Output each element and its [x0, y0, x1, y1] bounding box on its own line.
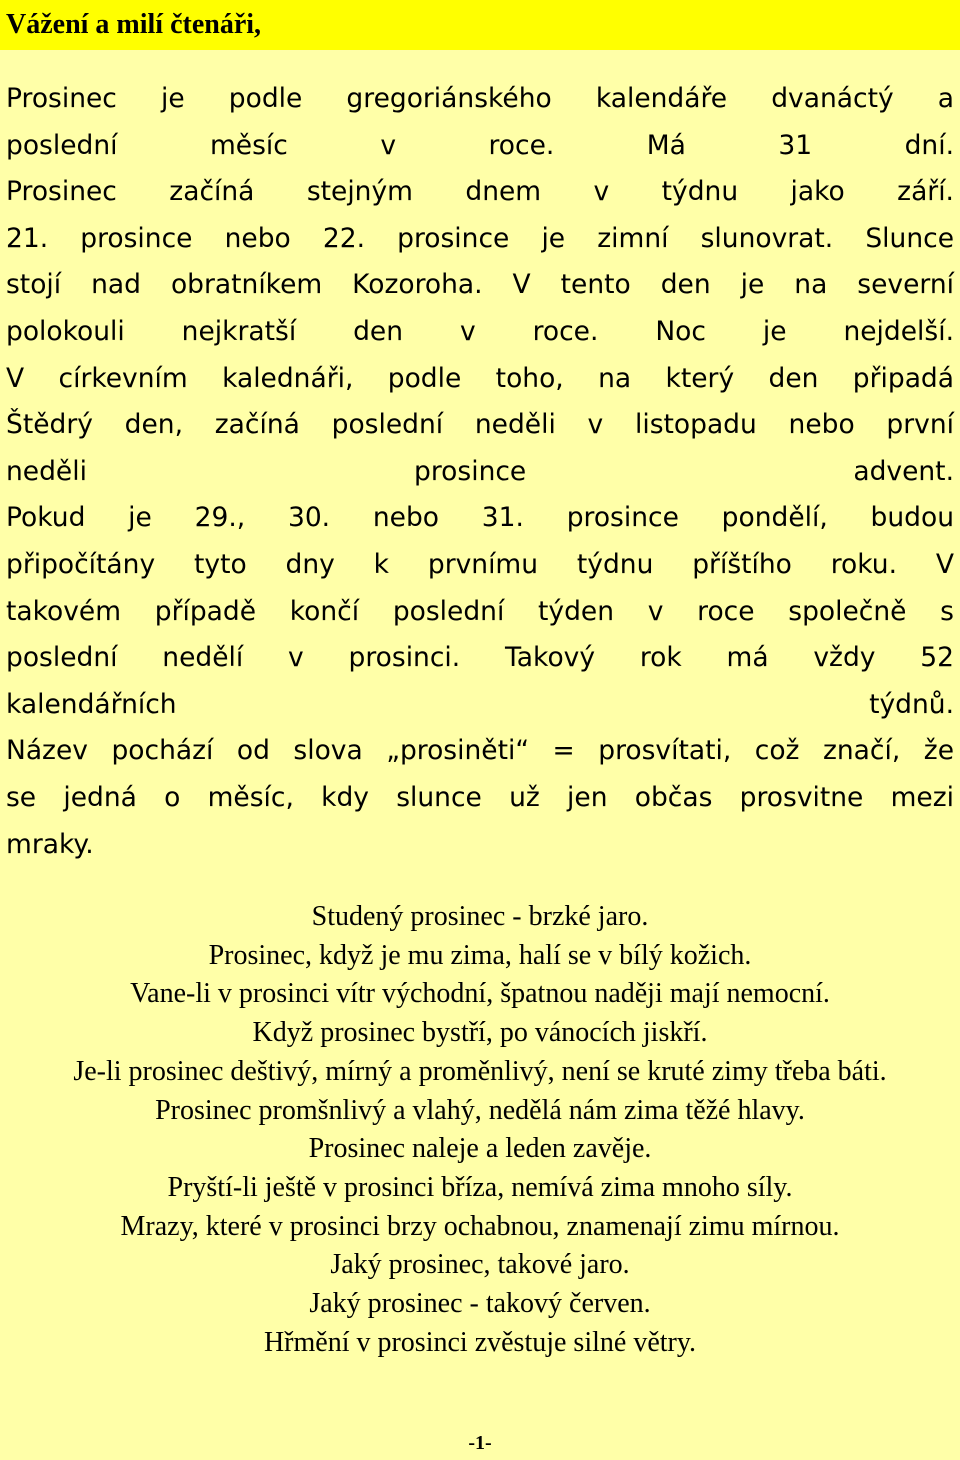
intro-line: Prosinec je podle gregoriánského kalendáře dvanáctý a: [6, 83, 954, 114]
intro-line: 21. prosince nebo 22. prosince je zimní slunovrat. Slunce: [6, 222, 954, 254]
intro-line: stojí nad obratníkem Kozoroha. V tento den je na severní: [6, 269, 954, 301]
intro-line: Štědrý den, začíná poslední neděli v listopadu nebo první: [6, 409, 954, 441]
intro-line: Pokud je 29., 30. nebo 31. prosince pondělí, budou: [6, 502, 954, 534]
page-number: -1-: [468, 1432, 492, 1454]
saying-item: Mrazy, které v prosinci brzy ochabnou, znamenají zimu mírnou.: [120, 1210, 840, 1242]
saying-item: Pryští-li ještě v prosinci bříza, nemívá zima mnoho síly.: [167, 1171, 793, 1203]
intro-line: poslední měsíc v roce. Má 31 dní.: [6, 129, 954, 161]
saying-item: Jaký prosinec, takové jaro.: [330, 1249, 630, 1281]
weather-sayings-list: [0, 898, 960, 1362]
saying-item: Prosinec promšnlivý a vlahý, nedělá nám zima těžé hlavy.: [155, 1094, 805, 1126]
saying-item: Vane-li v prosinci vítr východní, špatnou naději mají nemocní.: [130, 978, 830, 1010]
saying-item: Jaký prosinec - takový červen.: [309, 1288, 651, 1320]
saying-item: Je-li prosinec deštivý, mírný a proměnlivý, není se kruté zimy třeba báti.: [73, 1055, 887, 1087]
saying-item: Hřmění v prosinci zvěstuje silné větry.: [263, 1326, 697, 1358]
saying-item: Prosinec naleje a leden zavěje.: [308, 1133, 652, 1165]
greeting-heading: Vážení a milí čtenáři,: [6, 9, 262, 40]
intro-line: takovém případě končí poslední týden v roce společně s: [6, 595, 954, 627]
saying-item: Studený prosinec - brzké jaro.: [311, 901, 649, 932]
saying-item: Když prosinec bystří, po vánocích jiskří.: [252, 1017, 708, 1049]
intro-line: připočítány tyto dny k prvnímu týdnu příštího roku. V: [6, 548, 954, 580]
intro-line: Název pochází od slova „prosiněti“ = prosvítati, což značí, že: [6, 735, 954, 767]
intro-line: kalendářních týdnů.: [6, 688, 954, 720]
intro-line: se jedná o měsíc, kdy slunce už jen občas prosvitne mezi: [6, 781, 954, 813]
saying-item: Prosinec, když je mu zima, halí se v bílý kožich.: [208, 939, 752, 971]
intro-line: polokouli nejkratší den v roce. Noc je nejdelší.: [6, 315, 954, 347]
intro-line: Prosinec začíná stejným dnem v týdnu jako září.: [6, 176, 954, 208]
intro-paragraph: [6, 76, 954, 868]
intro-line: mraky.: [6, 828, 94, 860]
intro-line: neděli prosince advent.: [6, 455, 954, 487]
intro-line: poslední nedělí v prosinci. Takový rok má vždy 52: [6, 642, 954, 674]
intro-line: V církevním kalednáři, podle toho, na který den připadá: [6, 362, 954, 394]
